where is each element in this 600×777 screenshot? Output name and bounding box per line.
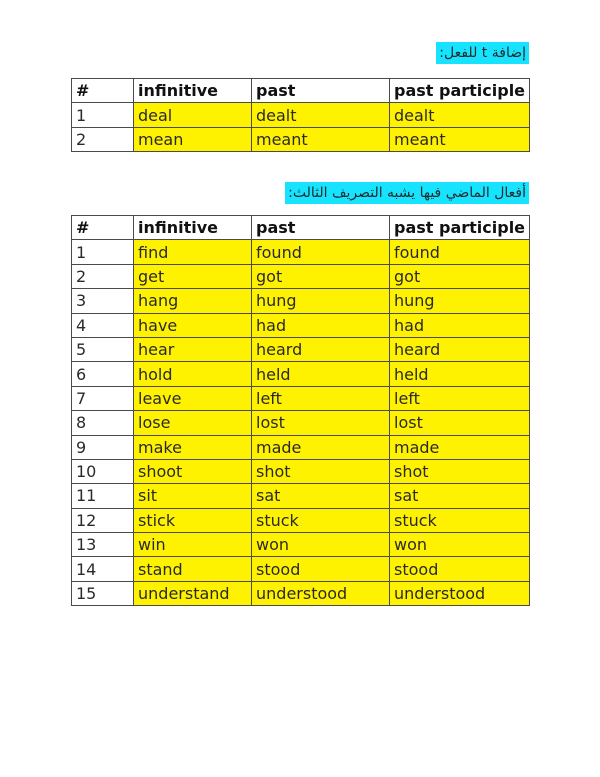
cell-infinitive: stand <box>134 557 252 581</box>
cell-past-participle: left <box>390 386 530 410</box>
cell-number: 15 <box>72 581 134 605</box>
column-header-past: past <box>252 79 390 103</box>
cell-number: 8 <box>72 411 134 435</box>
cell-past: got <box>252 264 390 288</box>
column-header-past: past <box>252 216 390 240</box>
table-row <box>72 557 530 581</box>
cell-infinitive: hold <box>134 362 252 386</box>
cell-past: won <box>252 533 390 557</box>
section2-heading: أفعال الماضي فيها يشبه التصريف الثالث: <box>285 182 529 204</box>
cell-number: 3 <box>72 289 134 313</box>
cell-infinitive: win <box>134 533 252 557</box>
table-header-row <box>72 79 530 103</box>
cell-past-participle: held <box>390 362 530 386</box>
verbs-table-past-equals-participle <box>71 215 530 606</box>
cell-number: 12 <box>72 508 134 532</box>
cell-number: 14 <box>72 557 134 581</box>
cell-infinitive: deal <box>134 103 252 127</box>
cell-past: heard <box>252 337 390 361</box>
cell-number: 4 <box>72 313 134 337</box>
cell-infinitive: get <box>134 264 252 288</box>
table-row <box>72 103 530 127</box>
column-header-infinitive: infinitive <box>134 216 252 240</box>
cell-number: 5 <box>72 337 134 361</box>
cell-past: understood <box>252 581 390 605</box>
cell-number: 11 <box>72 484 134 508</box>
column-header-past-participle: past participle <box>390 216 530 240</box>
cell-infinitive: make <box>134 435 252 459</box>
cell-number: 2 <box>72 127 134 151</box>
cell-past-participle: made <box>390 435 530 459</box>
table-row <box>72 435 530 459</box>
cell-past-participle: heard <box>390 337 530 361</box>
section1-heading: إضافة t للفعل: <box>436 42 529 64</box>
cell-past-participle: had <box>390 313 530 337</box>
cell-past-participle: sat <box>390 484 530 508</box>
cell-past: sat <box>252 484 390 508</box>
cell-past-participle: hung <box>390 289 530 313</box>
cell-past-participle: won <box>390 533 530 557</box>
table-row <box>72 386 530 410</box>
cell-past: stood <box>252 557 390 581</box>
cell-past: shot <box>252 459 390 483</box>
table-row <box>72 289 530 313</box>
cell-infinitive: sit <box>134 484 252 508</box>
cell-infinitive: lose <box>134 411 252 435</box>
cell-past-participle: stood <box>390 557 530 581</box>
cell-infinitive: have <box>134 313 252 337</box>
cell-past-participle: got <box>390 264 530 288</box>
cell-past: hung <box>252 289 390 313</box>
table-row <box>72 313 530 337</box>
cell-past: left <box>252 386 390 410</box>
cell-infinitive: find <box>134 240 252 264</box>
cell-infinitive: hear <box>134 337 252 361</box>
cell-number: 13 <box>72 533 134 557</box>
cell-past-participle: found <box>390 240 530 264</box>
cell-number: 1 <box>72 103 134 127</box>
cell-number: 9 <box>72 435 134 459</box>
cell-past-participle: shot <box>390 459 530 483</box>
cell-number: 10 <box>72 459 134 483</box>
cell-infinitive: hang <box>134 289 252 313</box>
cell-past: meant <box>252 127 390 151</box>
table-header-row <box>72 216 530 240</box>
cell-past-participle: dealt <box>390 103 530 127</box>
column-header-past-participle: past participle <box>390 79 530 103</box>
cell-past: lost <box>252 411 390 435</box>
cell-past: stuck <box>252 508 390 532</box>
cell-infinitive: mean <box>134 127 252 151</box>
cell-past-participle: lost <box>390 411 530 435</box>
cell-past: found <box>252 240 390 264</box>
cell-infinitive: shoot <box>134 459 252 483</box>
cell-number: 2 <box>72 264 134 288</box>
column-header-number: # <box>72 79 134 103</box>
table-row <box>72 508 530 532</box>
cell-infinitive: understand <box>134 581 252 605</box>
cell-past-participle: understood <box>390 581 530 605</box>
cell-past: dealt <box>252 103 390 127</box>
cell-number: 1 <box>72 240 134 264</box>
column-header-infinitive: infinitive <box>134 79 252 103</box>
cell-past-participle: stuck <box>390 508 530 532</box>
verbs-table-add-t <box>71 78 530 152</box>
table-row <box>72 581 530 605</box>
cell-past: made <box>252 435 390 459</box>
cell-number: 6 <box>72 362 134 386</box>
cell-number: 7 <box>72 386 134 410</box>
table-row <box>72 459 530 483</box>
table-row <box>72 337 530 361</box>
table-row <box>72 240 530 264</box>
cell-past: had <box>252 313 390 337</box>
table-row <box>72 411 530 435</box>
cell-past-participle: meant <box>390 127 530 151</box>
table-row <box>72 127 530 151</box>
column-header-number: # <box>72 216 134 240</box>
table-row <box>72 362 530 386</box>
table-row <box>72 264 530 288</box>
cell-infinitive: leave <box>134 386 252 410</box>
cell-infinitive: stick <box>134 508 252 532</box>
table-row <box>72 533 530 557</box>
table-row <box>72 484 530 508</box>
cell-past: held <box>252 362 390 386</box>
